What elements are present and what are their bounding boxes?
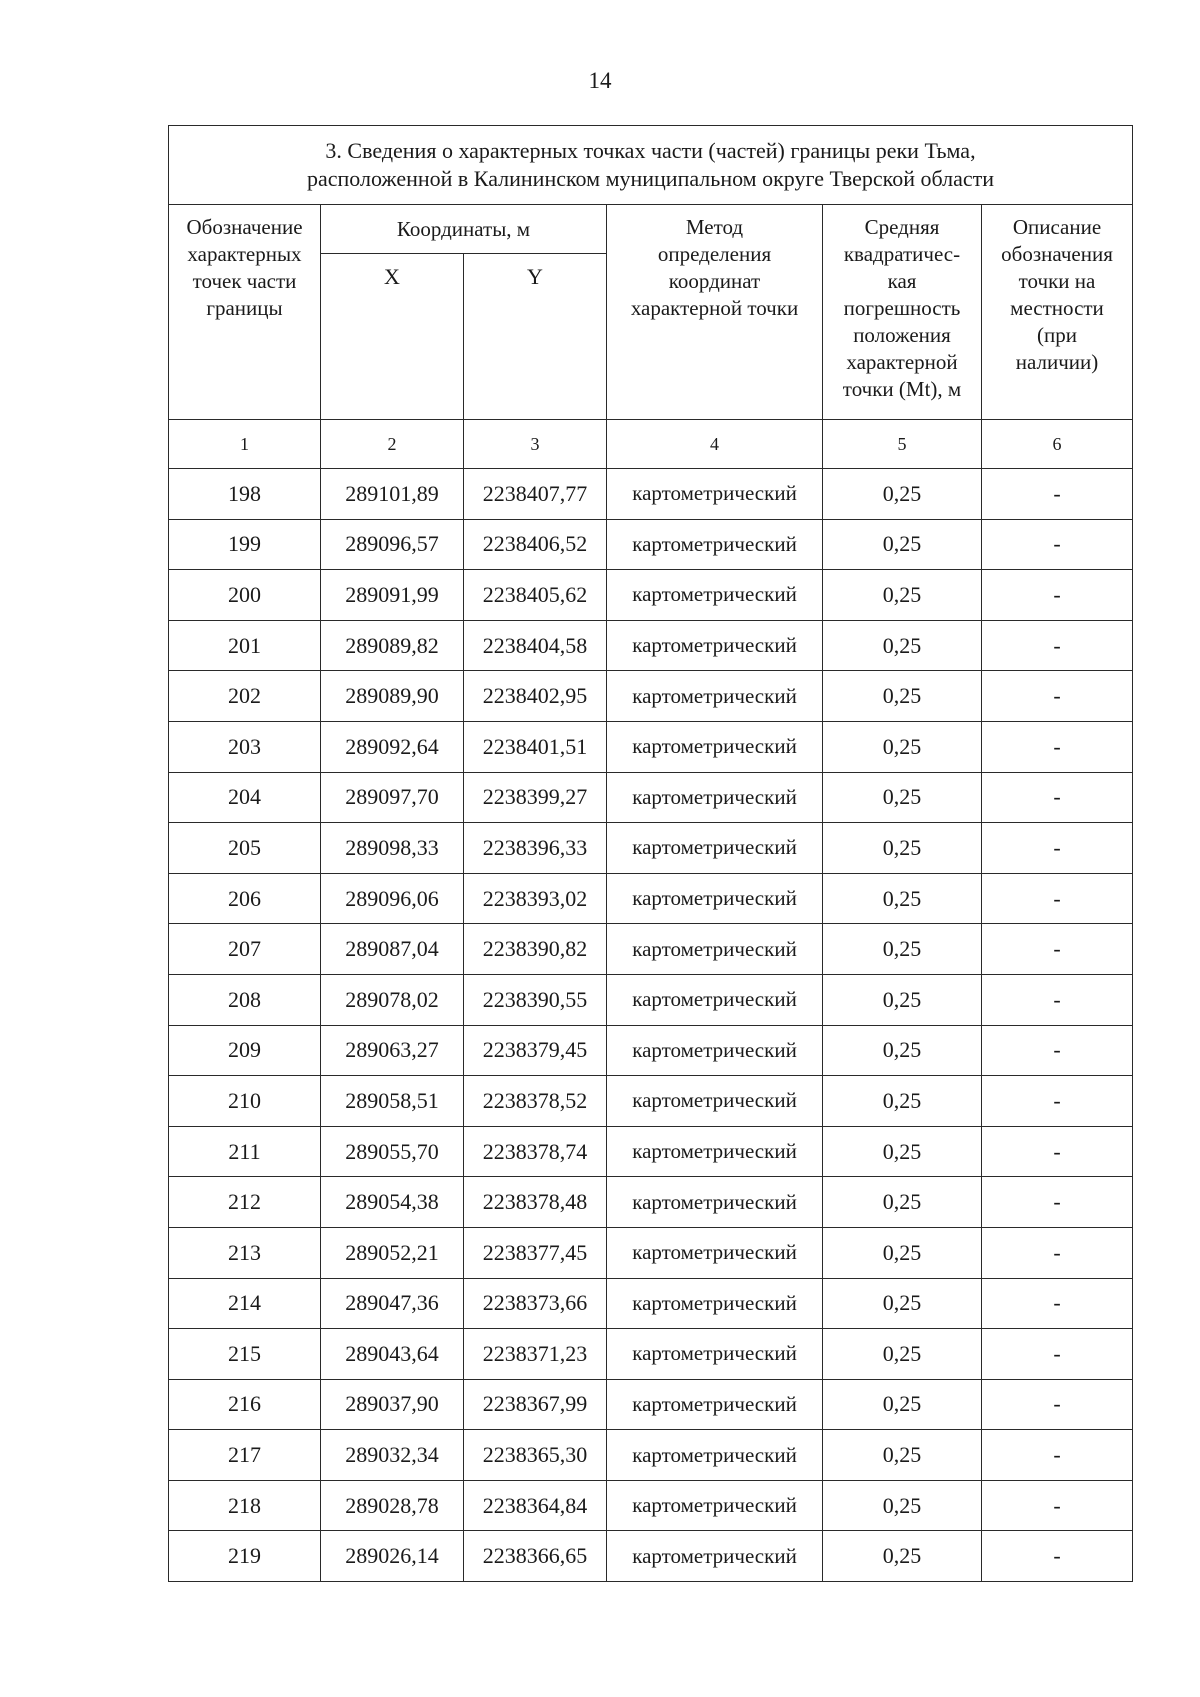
header-description-line: обозначения	[1001, 242, 1113, 266]
error-cell: 0,25	[823, 772, 982, 823]
description-cell: -	[982, 772, 1133, 823]
table-row	[169, 873, 1133, 924]
description-cell: -	[982, 519, 1133, 570]
header-designation-line: точек части	[192, 269, 297, 293]
point-number-cell: 216	[169, 1379, 321, 1430]
method-cell: картометрический	[607, 974, 823, 1025]
y-coordinate-cell: 2238406,52	[464, 519, 607, 570]
table-row	[169, 823, 1133, 874]
point-number-cell: 201	[169, 620, 321, 671]
point-number-cell: 215	[169, 1329, 321, 1380]
header-method-line: Метод	[685, 215, 744, 239]
x-coordinate-cell: 289032,34	[321, 1430, 464, 1481]
error-cell: 0,25	[823, 823, 982, 874]
method-cell: картометрический	[607, 671, 823, 722]
table-row	[169, 924, 1133, 975]
error-cell: 0,25	[823, 1025, 982, 1076]
table-row	[169, 1025, 1133, 1076]
x-coordinate-cell: 289097,70	[321, 772, 464, 823]
header-description-line: точки на	[1018, 269, 1096, 293]
point-number-cell: 198	[169, 469, 321, 520]
table-row	[169, 1379, 1133, 1430]
method-cell: картометрический	[607, 1531, 823, 1582]
header-error-line: Средняя	[864, 215, 940, 239]
point-number-cell: 214	[169, 1278, 321, 1329]
point-number-cell: 205	[169, 823, 321, 874]
header-description-line: Описание	[1012, 215, 1102, 239]
error-cell: 0,25	[823, 1430, 982, 1481]
y-coordinate-cell: 2238365,30	[464, 1430, 607, 1481]
description-cell: -	[982, 1025, 1133, 1076]
y-coordinate-cell: 2238371,23	[464, 1329, 607, 1380]
header-designation-line: характерных	[187, 242, 302, 266]
column-number: 4	[607, 420, 823, 469]
y-coordinate-cell: 2238379,45	[464, 1025, 607, 1076]
point-number-cell: 206	[169, 873, 321, 924]
header-method-line: определения	[657, 242, 772, 266]
table-row	[169, 1480, 1133, 1531]
description-cell: -	[982, 1480, 1133, 1531]
error-cell: 0,25	[823, 1227, 982, 1278]
header-method-line: характерной точки	[630, 296, 799, 320]
header-designation-line: Обозначение	[186, 215, 303, 239]
error-cell: 0,25	[823, 1126, 982, 1177]
page-number: 14	[588, 68, 612, 93]
point-number-cell: 207	[169, 924, 321, 975]
x-coordinate-cell: 289058,51	[321, 1076, 464, 1127]
error-cell: 0,25	[823, 1329, 982, 1380]
point-number-cell: 218	[169, 1480, 321, 1531]
y-coordinate-cell: 2238390,55	[464, 974, 607, 1025]
header-description-line: (при	[1037, 323, 1077, 347]
method-cell: картометрический	[607, 924, 823, 975]
x-coordinate-cell: 289089,90	[321, 671, 464, 722]
y-coordinate-cell: 2238399,27	[464, 772, 607, 823]
y-coordinate-cell: 2238366,65	[464, 1531, 607, 1582]
method-cell: картометрический	[607, 1076, 823, 1127]
table-row	[169, 469, 1133, 520]
method-cell: картометрический	[607, 1177, 823, 1228]
point-number-cell: 210	[169, 1076, 321, 1127]
x-coordinate-cell: 289091,99	[321, 570, 464, 621]
point-number-cell: 204	[169, 772, 321, 823]
table-row	[169, 1227, 1133, 1278]
x-coordinate-cell: 289096,57	[321, 519, 464, 570]
x-coordinate-cell: 289054,38	[321, 1177, 464, 1228]
method-cell: картометрический	[607, 721, 823, 772]
table-row	[169, 671, 1133, 722]
error-cell: 0,25	[823, 469, 982, 520]
description-cell: -	[982, 721, 1133, 772]
error-cell: 0,25	[823, 924, 982, 975]
x-coordinate-cell: 289026,14	[321, 1531, 464, 1582]
point-number-cell: 219	[169, 1531, 321, 1582]
column-number: 2	[321, 420, 464, 469]
header-x: X	[321, 254, 464, 420]
table-row	[169, 1430, 1133, 1481]
table-title	[169, 126, 1133, 205]
x-coordinate-cell: 289047,36	[321, 1278, 464, 1329]
point-number-cell: 203	[169, 721, 321, 772]
x-coordinate-cell: 289092,64	[321, 721, 464, 772]
error-cell: 0,25	[823, 1531, 982, 1582]
description-cell: -	[982, 671, 1133, 722]
x-coordinate-cell: 289052,21	[321, 1227, 464, 1278]
x-coordinate-cell: 289055,70	[321, 1126, 464, 1177]
method-cell: картометрический	[607, 1278, 823, 1329]
description-cell: -	[982, 1177, 1133, 1228]
error-cell: 0,25	[823, 1379, 982, 1430]
description-cell: -	[982, 620, 1133, 671]
point-number-cell: 208	[169, 974, 321, 1025]
method-cell: картометрический	[607, 873, 823, 924]
table-row	[169, 1177, 1133, 1228]
method-cell: картометрический	[607, 1329, 823, 1380]
y-coordinate-cell: 2238393,02	[464, 873, 607, 924]
error-cell: 0,25	[823, 519, 982, 570]
description-cell: -	[982, 1227, 1133, 1278]
description-cell: -	[982, 873, 1133, 924]
header-description-line: наличии)	[1015, 350, 1099, 374]
method-cell: картометрический	[607, 1227, 823, 1278]
y-coordinate-cell: 2238373,66	[464, 1278, 607, 1329]
x-coordinate-cell: 289089,82	[321, 620, 464, 671]
point-number-cell: 213	[169, 1227, 321, 1278]
error-cell: 0,25	[823, 974, 982, 1025]
table-row	[169, 1126, 1133, 1177]
description-cell: -	[982, 1278, 1133, 1329]
method-cell: картометрический	[607, 1126, 823, 1177]
table-row	[169, 721, 1133, 772]
column-number: 3	[464, 420, 607, 469]
x-coordinate-cell: 289087,04	[321, 924, 464, 975]
y-coordinate-cell: 2238364,84	[464, 1480, 607, 1531]
header-description-line: местности	[1010, 296, 1104, 320]
x-coordinate-cell: 289101,89	[321, 469, 464, 520]
header-error-line: кая	[887, 269, 917, 293]
y-coordinate-cell: 2238407,77	[464, 469, 607, 520]
boundary-points-table	[168, 125, 1133, 1582]
x-coordinate-cell: 289043,64	[321, 1329, 464, 1380]
column-numbers-row	[169, 420, 1133, 469]
table-title-line-2: расположенной в Калининском муниципальном округе Тверской области	[306, 166, 995, 191]
table-title-line-1: 3. Сведения о характерных точках части (частей) границы реки Тьма,	[325, 138, 976, 163]
description-cell: -	[982, 1430, 1133, 1481]
error-cell: 0,25	[823, 1480, 982, 1531]
header-error-line: точки (Mt), м	[842, 377, 962, 401]
method-cell: картометрический	[607, 772, 823, 823]
header-method-line: координат	[668, 269, 761, 293]
table-row	[169, 1278, 1133, 1329]
error-cell: 0,25	[823, 671, 982, 722]
description-cell: -	[982, 823, 1133, 874]
error-cell: 0,25	[823, 570, 982, 621]
table-row	[169, 1076, 1133, 1127]
y-coordinate-cell: 2238404,58	[464, 620, 607, 671]
x-coordinate-cell: 289028,78	[321, 1480, 464, 1531]
description-cell: -	[982, 570, 1133, 621]
table-row	[169, 620, 1133, 671]
error-cell: 0,25	[823, 620, 982, 671]
table-row	[169, 570, 1133, 621]
method-cell: картометрический	[607, 1025, 823, 1076]
header-error-line: характерной	[846, 350, 958, 374]
column-number: 6	[982, 420, 1133, 469]
method-cell: картометрический	[607, 519, 823, 570]
method-cell: картометрический	[607, 469, 823, 520]
header-error-line: положения	[853, 323, 951, 347]
error-cell: 0,25	[823, 1177, 982, 1228]
header-error-line: погрешность	[843, 296, 961, 320]
header-description	[982, 205, 1133, 420]
x-coordinate-cell: 289096,06	[321, 873, 464, 924]
column-number: 1	[169, 420, 321, 469]
y-coordinate-cell: 2238367,99	[464, 1379, 607, 1430]
description-cell: -	[982, 974, 1133, 1025]
table-row	[169, 772, 1133, 823]
point-number-cell: 217	[169, 1430, 321, 1481]
description-cell: -	[982, 1076, 1133, 1127]
y-coordinate-cell: 2238390,82	[464, 924, 607, 975]
table-row	[169, 1531, 1133, 1582]
method-cell: картометрический	[607, 620, 823, 671]
description-cell: -	[982, 469, 1133, 520]
method-cell: картометрический	[607, 1430, 823, 1481]
table-row	[169, 519, 1133, 570]
table-row	[169, 1329, 1133, 1380]
y-coordinate-cell: 2238396,33	[464, 823, 607, 874]
table-row	[169, 974, 1133, 1025]
header-error	[823, 205, 982, 420]
header-y: Y	[464, 254, 607, 420]
error-cell: 0,25	[823, 873, 982, 924]
header-error-line: квадратичес-	[843, 242, 961, 266]
x-coordinate-cell: 289037,90	[321, 1379, 464, 1430]
x-coordinate-cell: 289098,33	[321, 823, 464, 874]
header-coordinates: Координаты, м	[321, 205, 607, 254]
y-coordinate-cell: 2238378,52	[464, 1076, 607, 1127]
x-coordinate-cell: 289078,02	[321, 974, 464, 1025]
x-coordinate-cell: 289063,27	[321, 1025, 464, 1076]
description-cell: -	[982, 924, 1133, 975]
description-cell: -	[982, 1329, 1133, 1380]
method-cell: картометрический	[607, 1379, 823, 1430]
point-number-cell: 209	[169, 1025, 321, 1076]
method-cell: картометрический	[607, 570, 823, 621]
y-coordinate-cell: 2238402,95	[464, 671, 607, 722]
point-number-cell: 202	[169, 671, 321, 722]
point-number-cell: 199	[169, 519, 321, 570]
header-designation-line: границы	[206, 296, 283, 320]
header-designation	[169, 205, 321, 420]
y-coordinate-cell: 2238377,45	[464, 1227, 607, 1278]
method-cell: картометрический	[607, 1480, 823, 1531]
description-cell: -	[982, 1531, 1133, 1582]
point-number-cell: 211	[169, 1126, 321, 1177]
y-coordinate-cell: 2238378,48	[464, 1177, 607, 1228]
y-coordinate-cell: 2238401,51	[464, 721, 607, 772]
y-coordinate-cell: 2238405,62	[464, 570, 607, 621]
description-cell: -	[982, 1126, 1133, 1177]
error-cell: 0,25	[823, 721, 982, 772]
error-cell: 0,25	[823, 1278, 982, 1329]
header-method	[607, 205, 823, 420]
y-coordinate-cell: 2238378,74	[464, 1126, 607, 1177]
description-cell: -	[982, 1379, 1133, 1430]
method-cell: картометрический	[607, 823, 823, 874]
point-number-cell: 212	[169, 1177, 321, 1228]
point-number-cell: 200	[169, 570, 321, 621]
error-cell: 0,25	[823, 1076, 982, 1127]
column-number: 5	[823, 420, 982, 469]
